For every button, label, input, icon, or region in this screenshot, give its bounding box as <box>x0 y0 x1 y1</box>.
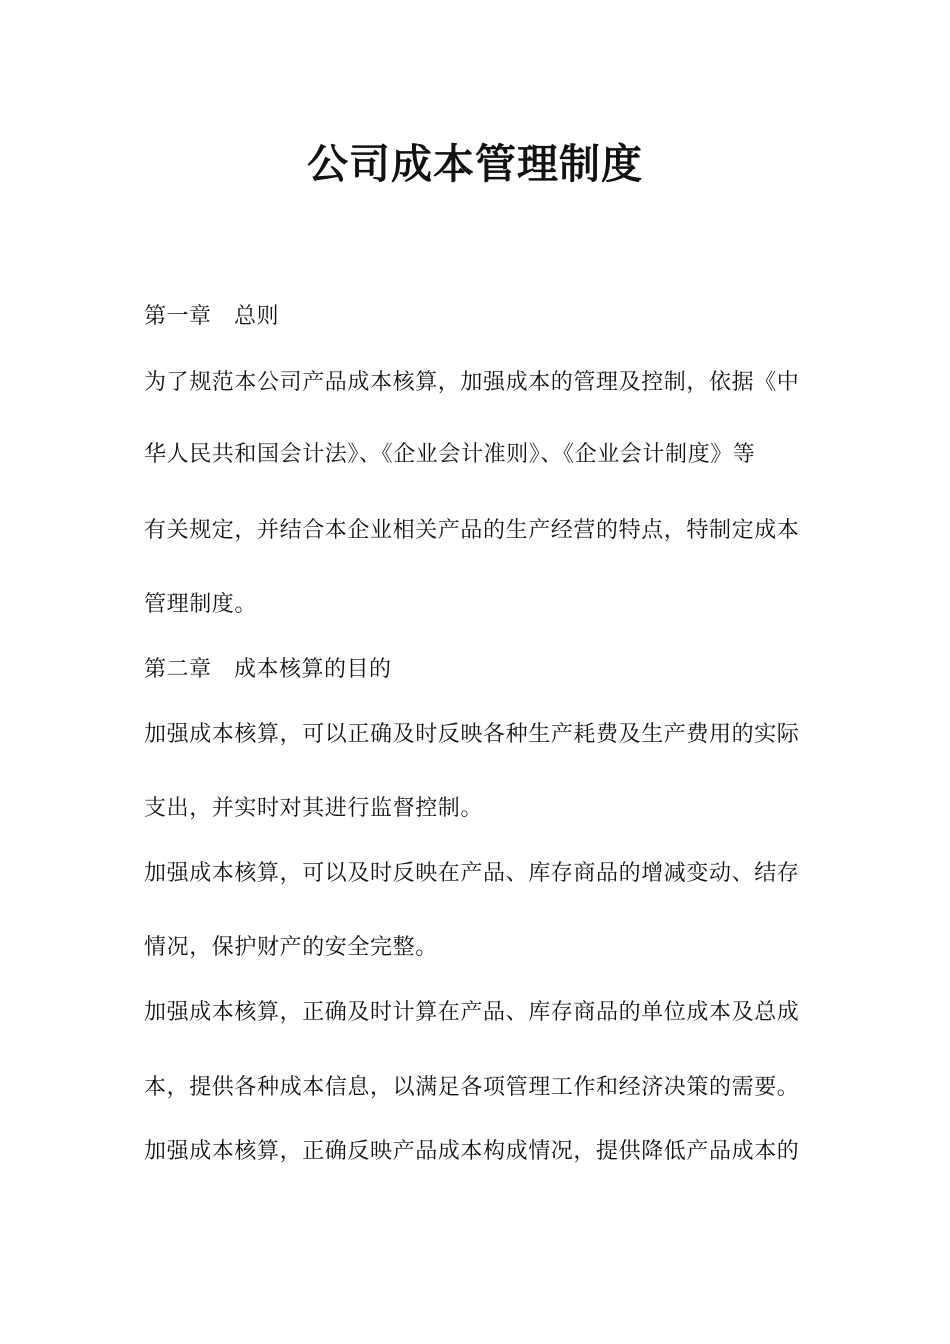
paragraph-line: 情况，保护财产的安全完整。 <box>144 935 438 960</box>
paragraph-line: 加强成本核算，正确反映产品成本构成情况，提供降低产品成本的 <box>144 1139 800 1164</box>
paragraph-line: 华人民共和国会计法》、《企业会计准则》、《企业会计制度》等 <box>144 442 756 467</box>
paragraph-line: 加强成本核算，可以正确及时反映各种生产耗费及生产费用的实际 <box>144 722 800 747</box>
chapter-1-heading: 第一章 总则 <box>144 304 280 329</box>
paragraph-line: 加强成本核算，可以及时反映在产品、库存商品的增减变动、结存 <box>144 861 800 886</box>
document-title: 公司成本管理制度 <box>307 140 643 188</box>
paragraph-line: 管理制度。 <box>144 592 258 617</box>
paragraph-line: 为了规范本公司产品成本核算，加强成本的管理及控制，依据《中 <box>144 370 800 395</box>
paragraph-line: 加强成本核算，正确及时计算在产品、库存商品的单位成本及总成 <box>144 1000 800 1025</box>
paragraph-line: 本，提供各种成本信息，以满足各项管理工作和经济决策的需要。 <box>144 1075 800 1100</box>
paragraph-line: 有关规定，并结合本企业相关产品的生产经营的特点，特制定成本 <box>144 518 800 543</box>
chapter-2-heading: 第二章 成本核算的目的 <box>144 657 392 682</box>
paragraph-line: 支出，并实时对其进行监督控制。 <box>144 796 484 821</box>
